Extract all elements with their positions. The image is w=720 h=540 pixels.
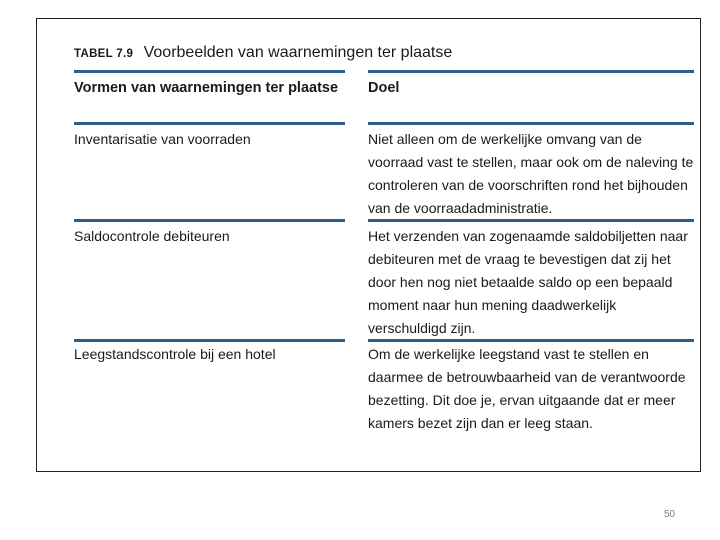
table-label: TABEL 7.9 bbox=[74, 48, 134, 60]
header-bottom-rule-right bbox=[368, 122, 694, 125]
row-1-rule-left bbox=[74, 219, 345, 222]
table-caption bbox=[74, 44, 452, 62]
header-bottom-rule-left bbox=[74, 122, 345, 125]
column-header-purpose: Doel bbox=[368, 80, 400, 96]
row-3-form: Leegstandscontrole bij een hotel bbox=[74, 346, 276, 362]
row-1-purpose: Niet alleen om de werkelijke omvang van de voorraad vast te stellen, maar ook om de naleving te controleren van de voorschriften rond het bijhouden van de voorraadadministratie. bbox=[368, 131, 694, 216]
row-2-rule-left bbox=[74, 339, 345, 342]
row-1-form: Inventarisatie van voorraden bbox=[74, 131, 251, 147]
row-2-rule-right bbox=[368, 339, 694, 342]
row-1-rule-right bbox=[368, 219, 694, 222]
table-title: Voorbeelden van waarnemingen ter plaatse bbox=[143, 44, 453, 61]
header-top-rule-left bbox=[74, 70, 345, 73]
header-top-rule-right bbox=[368, 70, 694, 73]
row-2-purpose: Het verzenden van zogenaamde saldobiljetten naar debiteuren met de vraag te bevestigen dat zij het door hen nog niet betaalde saldo op een bepaald moment naar hun mening daadwerkelijk verschuldigd zijn. bbox=[368, 228, 688, 336]
row-2-form: Saldocontrole debiteuren bbox=[74, 228, 230, 244]
column-header-form: Vormen van waarnemingen ter plaatse bbox=[74, 80, 339, 96]
page-number: 50 bbox=[664, 509, 676, 520]
row-3-purpose: Om de werkelijke leegstand vast te stellen en daarmee de betrouwbaarheid van de verantwoorde bezetting. Dit doe je, ervan uitgaande dat er meer kamers bezet zijn dan er leeg staan. bbox=[368, 346, 686, 431]
